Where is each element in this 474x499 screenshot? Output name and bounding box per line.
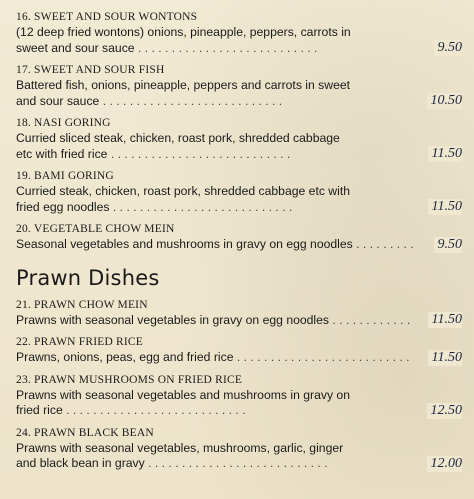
desc-line-last (16, 94, 414, 110)
item-title: 21. PRAWN CHOW MEIN (16, 298, 148, 311)
desc-line-last (16, 147, 414, 163)
desc-line-last (16, 456, 414, 472)
dot-leader (135, 41, 318, 55)
dot-leader (63, 403, 246, 417)
menu-item-23 (16, 373, 462, 419)
desc-line: (12 deep fried wontons) onions, pineapple, peppers, carrots in (16, 25, 351, 39)
item-price: 11.50 (428, 146, 462, 162)
item-price: 12.00 (427, 456, 463, 472)
desc-line: Curried steak, chicken, roast pork, shredded cabbage etc with (16, 184, 350, 198)
desc-line-last (16, 41, 414, 57)
section-heading-prawn-dishes: Prawn Dishes (16, 265, 160, 290)
dot-leader (107, 147, 290, 161)
item-description (16, 184, 462, 215)
desc-line-last (16, 350, 414, 366)
desc-line-text: etc with fried rice (16, 146, 108, 161)
item-title: 18. NASI GORING (16, 117, 111, 129)
dot-leader (145, 456, 328, 470)
item-price: 11.50 (428, 350, 462, 366)
desc-line-text: fried rice (16, 403, 63, 417)
item-title: 16. SWEET AND SOUR WONTONS (16, 11, 198, 23)
dot-leader (110, 200, 293, 214)
menu-item-20 (16, 222, 462, 253)
item-price: 9.50 (434, 237, 463, 253)
desc-line-last (16, 237, 414, 253)
item-title: 20. VEGETABLE CHOW MEIN (16, 223, 175, 235)
item-title: 22. PRAWN FRIED RICE (16, 336, 144, 348)
item-price: 11.50 (428, 199, 462, 215)
desc-line-text: fried egg noodles (16, 199, 110, 214)
item-title: 19. BAMI GORING (16, 170, 114, 182)
item-price: 12.50 (427, 403, 463, 419)
desc-line-text: Seasonal vegetables and mushrooms in gravy on egg noodles (16, 237, 353, 251)
dot-leader (99, 94, 282, 108)
item-description (16, 237, 462, 253)
desc-line-text: Prawns, onions, peas, egg and fried rice (16, 350, 234, 364)
desc-line-last (16, 403, 414, 419)
menu-item-24 (16, 426, 462, 472)
item-price: 9.50 (434, 40, 463, 56)
desc-line: Battered fish, onions, pineapple, peppers and carrots in sweet (16, 78, 351, 92)
item-description (16, 441, 462, 472)
menu-item-22 (16, 335, 462, 366)
item-description (16, 350, 462, 366)
desc-line-text: sweet and sour sauce (16, 40, 135, 55)
desc-line-last (16, 200, 414, 216)
item-title: 23. PRAWN MUSHROOMS ON FRIED RICE (16, 373, 243, 386)
desc-line: Curried sliced steak, chicken, roast pork, shredded cabbage (16, 131, 340, 145)
item-price: 11.50 (428, 312, 462, 328)
desc-line-text: and black bean in gravy (16, 456, 145, 470)
desc-line-text: Prawns with seasonal vegetables in gravy on egg noodles (16, 312, 330, 327)
menu-page (16, 10, 462, 472)
menu-item-16 (16, 10, 462, 56)
dot-leader (353, 237, 414, 251)
menu-item-19 (16, 169, 462, 215)
menu-item-17 (16, 63, 462, 109)
desc-line-last (16, 313, 414, 329)
dot-leader (329, 313, 414, 327)
item-price: 10.50 (427, 93, 463, 109)
dot-leader (233, 350, 414, 364)
item-description (16, 388, 462, 419)
menu-item-21 (16, 298, 462, 329)
item-description (16, 313, 462, 329)
menu-item-18 (16, 116, 462, 162)
item-title: 24. PRAWN BLACK BEAN (16, 426, 154, 439)
desc-line-text: and sour sauce (16, 93, 100, 108)
item-description (16, 78, 462, 109)
desc-line: Prawns with seasonal vegetables and mushrooms in gravy on (16, 387, 350, 402)
item-description (16, 25, 462, 56)
item-description (16, 131, 462, 162)
item-title: 17. SWEET AND SOUR FISH (16, 64, 165, 76)
desc-line: Prawns with seasonal vegetables, mushrooms, garlic, ginger (16, 440, 344, 455)
